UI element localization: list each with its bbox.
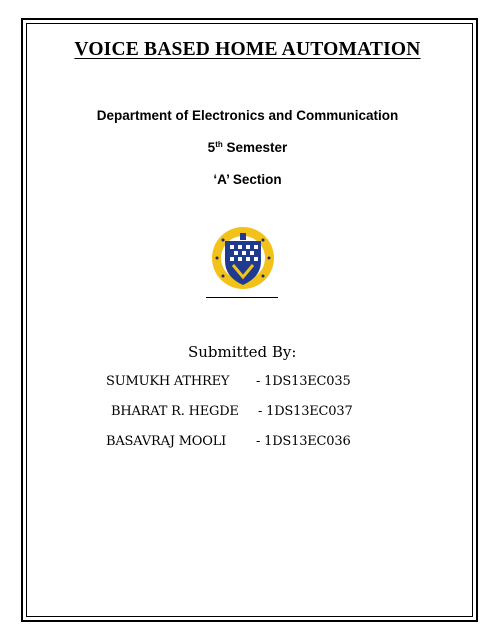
member-id: - 1DS13EC035 [256,374,351,389]
semester-number: 5 [207,140,216,155]
college-seal-logo [203,225,283,291]
document-title: VOICE BASED HOME AUTOMATION [74,39,421,60]
section-name: ‘A’ Section [213,172,282,187]
logo-underline [206,297,278,298]
semester-line [0,140,495,155]
department-name: Department of Electronics and Communication [96,108,399,123]
submitted-by-label: Submitted By: [188,343,297,361]
member-id: - 1DS13EC037 [258,404,353,419]
member-name: SUMUKH ATHREY [106,374,230,389]
member-id: - 1DS13EC036 [256,434,351,449]
member-name: BASAVRAJ MOOLI [106,434,227,449]
member-name: BHARAT R. HEGDE [111,404,239,419]
semester-label: Semester [226,140,288,155]
semester-suffix: th [215,140,223,149]
